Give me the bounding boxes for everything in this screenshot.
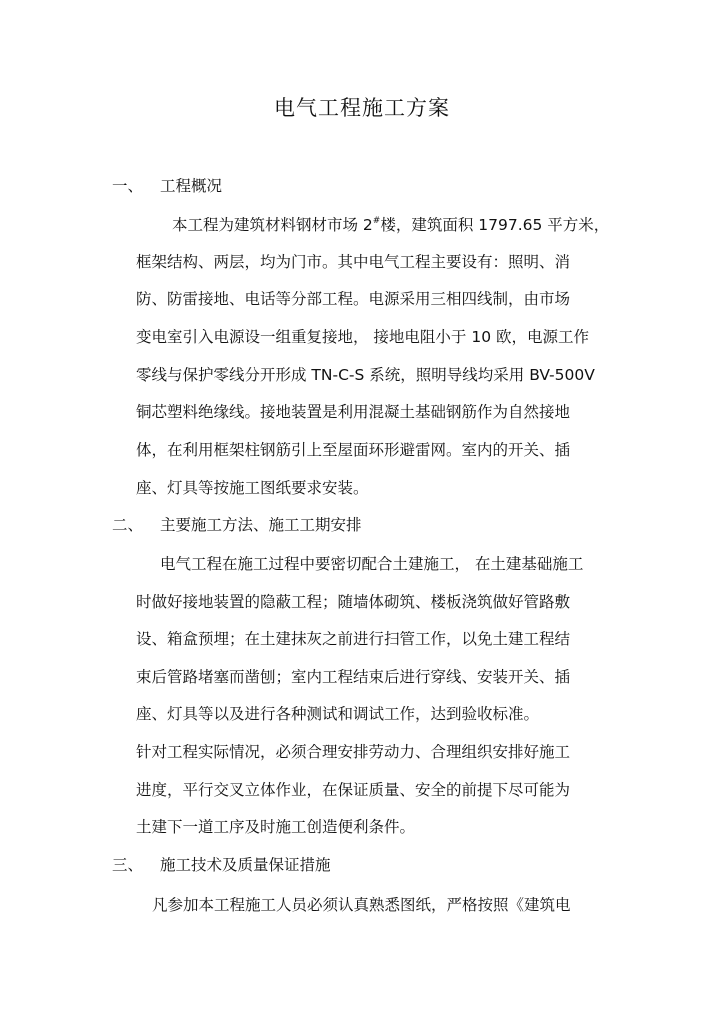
section-heading-2: [112, 514, 412, 536]
paragraph-line: 土建下一道工序及时施工创造便利条件。: [136, 818, 416, 836]
paragraph-line: 本工程为建筑材料钢材市场 2#楼，建筑面积 1797.65 平方米，: [172, 216, 610, 234]
paragraph-line: 进度，平行交叉立体作业，在保证质量、安全的前提下尽可能为: [136, 781, 571, 799]
document-title: 电气工程施工方案: [274, 96, 450, 120]
paragraph-line: 座、灯具等以及进行各种测试和调试工作，达到验收标准。: [136, 705, 540, 723]
paragraph-line: 零线与保护零线分开形成 TN-C-S 系统，照明导线均采用 BV-500V: [136, 366, 595, 384]
section-number: 二、: [112, 516, 144, 534]
paragraph-line: 电气工程在施工过程中要密切配合土建施工， 在土建基础施工: [160, 555, 584, 573]
paragraph-line: 束后管路堵塞而凿刨；室内工程结束后进行穿线、安装开关、插: [136, 668, 571, 686]
paragraph-line: 防、防雷接地、电话等分部工程。电源采用三相四线制，由市场: [136, 290, 571, 308]
paragraph-line: 体，在利用框架柱钢筋引上至屋面环形避雷网。室内的开关、插: [136, 441, 571, 459]
paragraph-line: 框架结构、两层，均为门市。其中电气工程主要设有：照明、消: [136, 253, 571, 271]
section-number: 一、: [112, 177, 144, 195]
section-title: 主要施工方法、施工工期安排: [160, 516, 362, 534]
paragraph-line: 设、箱盒预埋；在土建抹灰之前进行扫管工作，以免土建工程结: [136, 630, 571, 648]
paragraph-line: 凡参加本工程施工人员必须认真熟悉图纸，严格按照《建筑电: [152, 896, 571, 914]
section-title: 施工技术及质量保证措施: [160, 856, 331, 874]
paragraph-line: 铜芯塑料绝缘线。接地装置是利用混凝土基础钢筋作为自然接地: [136, 403, 571, 421]
section-number: 三、: [112, 856, 144, 874]
paragraph-line: 座、灯具等按施工图纸要求安装。: [136, 479, 369, 497]
paragraph-line: 针对工程实际情况，必须合理安排劳动力、合理组织安排好施工: [136, 743, 571, 761]
paragraph-line: 变电室引入电源设一组重复接地， 接地电阻小于 10 欧，电源工作: [136, 328, 590, 346]
section-title: 工程概况: [160, 177, 223, 195]
section-heading-3: [112, 854, 412, 876]
section-heading-1: [112, 175, 272, 197]
paragraph-line: 时做好接地装置的隐蔽工程；随墙体砌筑、楼板浇筑做好管路敷: [136, 593, 571, 611]
